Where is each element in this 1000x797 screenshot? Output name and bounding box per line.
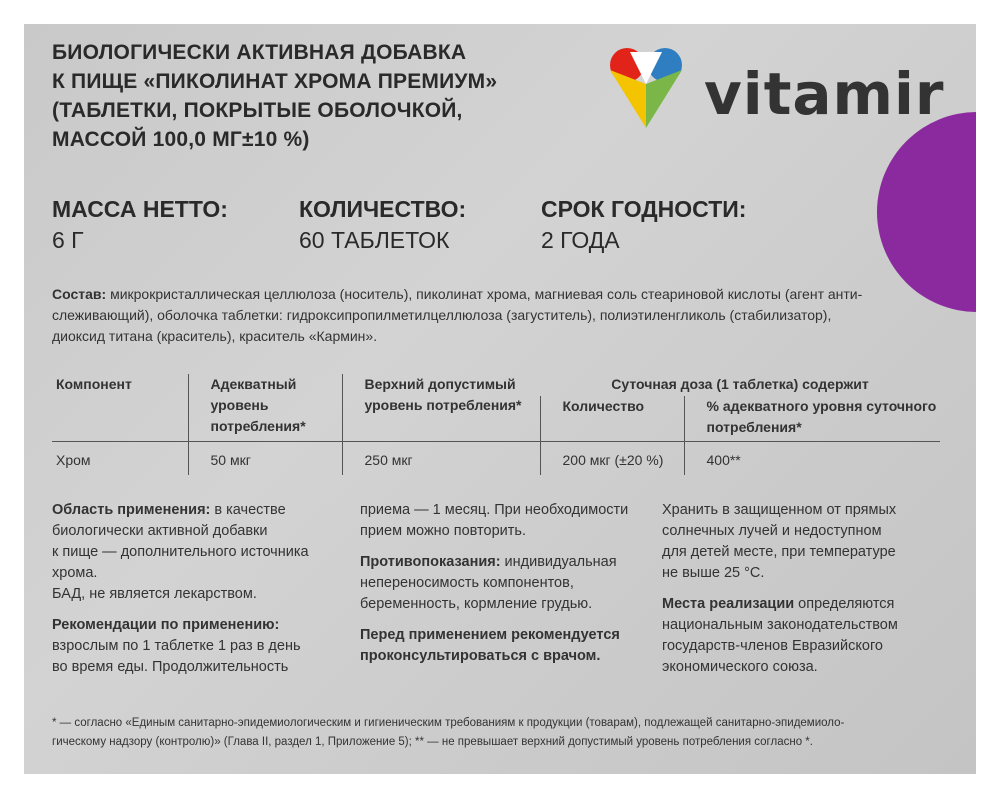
header-line: потребления* (210, 418, 306, 434)
footnote (52, 714, 932, 752)
fact-label: КОЛИЧЕСТВО: (299, 196, 467, 222)
fact-label: СРОК ГОДНОСТИ: (541, 196, 747, 222)
cell-upper: 250 мкг (342, 442, 540, 476)
header-line: Адекватный (210, 376, 297, 392)
table-row (52, 442, 940, 476)
contra-line: непереносимость компонентов, (360, 575, 574, 591)
table-header-row (52, 374, 940, 396)
usage-paragraph (52, 500, 322, 605)
footnote-line: гическому надзору (контролю)» (Глава II, раздел 1, Приложение 5); ** — не превышает верхний допустимый уровень потребления согласно *. (52, 736, 813, 748)
recommend-paragraph (52, 615, 322, 678)
composition-text (52, 284, 922, 347)
nutrition-table (52, 374, 940, 475)
contra-paragraph (360, 552, 650, 615)
sale-line: определяются (794, 596, 895, 612)
sale-line: государств-членов Евразийского (662, 638, 883, 654)
label-panel (24, 24, 976, 774)
cell-adequate: 50 мкг (188, 442, 342, 476)
recommend-line: во время еды. Продолжительность (52, 659, 289, 675)
vitamir-heart-icon (608, 46, 684, 130)
sale-line: национальным законодательством (662, 617, 898, 633)
header-line: потребления* (706, 419, 802, 436)
usage-line: в качестве (210, 502, 286, 518)
contra-label: Противопоказания: (360, 554, 501, 570)
intake-paragraph (360, 500, 650, 542)
contra-line: беременность, кормление грудью. (360, 596, 593, 612)
header-line: Верхний допустимый (364, 376, 516, 392)
info-column-2 (360, 500, 650, 677)
fact-quantity (299, 194, 466, 256)
footnote-line: * — согласно «Единым санитарно-эпидемиологическим и гигиеническим требованиям к продукции (товарам), подлежащей санитарно-эпидемиоло- (52, 717, 845, 729)
title-line: К ПИЩЕ «ПИКОЛИНАТ ХРОМА ПРЕМИУМ» (52, 70, 498, 93)
usage-line: хрома. (52, 565, 98, 581)
composition-label: Состав: (52, 286, 107, 302)
storage-line: для детей месте, при температуре (662, 544, 896, 560)
header-daily-dose: Суточная доза (1 таблетка) содержит (611, 376, 869, 392)
recommend-line: взрослым по 1 таблетке 1 раз в день (52, 638, 301, 654)
info-column-1 (52, 500, 322, 688)
usage-line: к пище — дополнительного источника (52, 544, 309, 560)
header-component: Компонент (52, 374, 188, 442)
sale-label: Места реализации (662, 596, 795, 612)
fact-shelf-life (541, 194, 746, 256)
header-adequate (188, 374, 342, 442)
intake-line: прием можно повторить. (360, 523, 526, 539)
composition-line: микрокристаллическая целлюлоза (носитель), пиколинат хрома, магниевая соль стеариновой кислоты (агент анти- (110, 286, 863, 302)
composition-line: слеживающий), оболочка таблетки: гидроксипропилметилцеллюлоза (загуститель), полиэтиленгликоль (стабилизатор), (52, 307, 832, 323)
header-percent (684, 396, 940, 441)
fact-label: МАССА НЕТТО: (52, 196, 228, 222)
intake-line: приема — 1 месяц. При необходимости (360, 502, 629, 518)
consult-paragraph (360, 625, 650, 667)
decorative-purple-circle (877, 112, 976, 312)
consult-line: Перед применением рекомендуется (360, 627, 620, 643)
fact-value: 2 ГОДА (541, 227, 620, 253)
fact-net-weight (52, 194, 228, 256)
product-title (52, 38, 497, 154)
info-column-3 (662, 500, 942, 688)
brand-logo (608, 46, 948, 136)
sale-line: экономического союза. (662, 659, 818, 675)
storage-line: солнечных лучей и недоступном (662, 523, 882, 539)
not-drug-note: БАД, не является лекарством. (52, 586, 257, 602)
header-quantity: Количество (540, 396, 684, 441)
cell-percent: 400** (684, 442, 940, 476)
brand-name: vitamir (704, 60, 945, 128)
contra-line: индивидуальная (500, 554, 617, 570)
header-line: уровень (210, 397, 269, 413)
cell-component: Хром (56, 452, 91, 468)
title-line: БИОЛОГИЧЕСКИ АКТИВНАЯ ДОБАВКА (52, 41, 467, 64)
usage-label: Область применения: (52, 502, 211, 518)
usage-line: биологически активной добавки (52, 523, 268, 539)
cell-quantity: 200 мкг (±20 %) (540, 442, 684, 476)
header-line: уровень потребления* (364, 397, 522, 413)
consult-line: проконсультироваться с врачом. (360, 648, 601, 664)
storage-paragraph (662, 500, 942, 584)
fact-value: 6 Г (52, 227, 84, 253)
composition-line: диоксид титана (краситель), краситель «Кармин». (52, 328, 378, 344)
storage-line: не выше 25 °С. (662, 565, 765, 581)
storage-line: Хранить в защищенном от прямых (662, 502, 897, 518)
header-upper (342, 374, 540, 442)
fact-value: 60 ТАБЛЕТОК (299, 227, 450, 253)
recommend-label: Рекомендации по применению: (52, 617, 280, 633)
header-line: % адекватного уровня суточного (706, 398, 937, 415)
sale-paragraph (662, 594, 942, 678)
title-line: МАССОЙ 100,0 МГ±10 %) (52, 128, 310, 151)
title-line: (ТАБЛЕТКИ, ПОКРЫТЫЕ ОБОЛОЧКОЙ, (52, 99, 463, 122)
